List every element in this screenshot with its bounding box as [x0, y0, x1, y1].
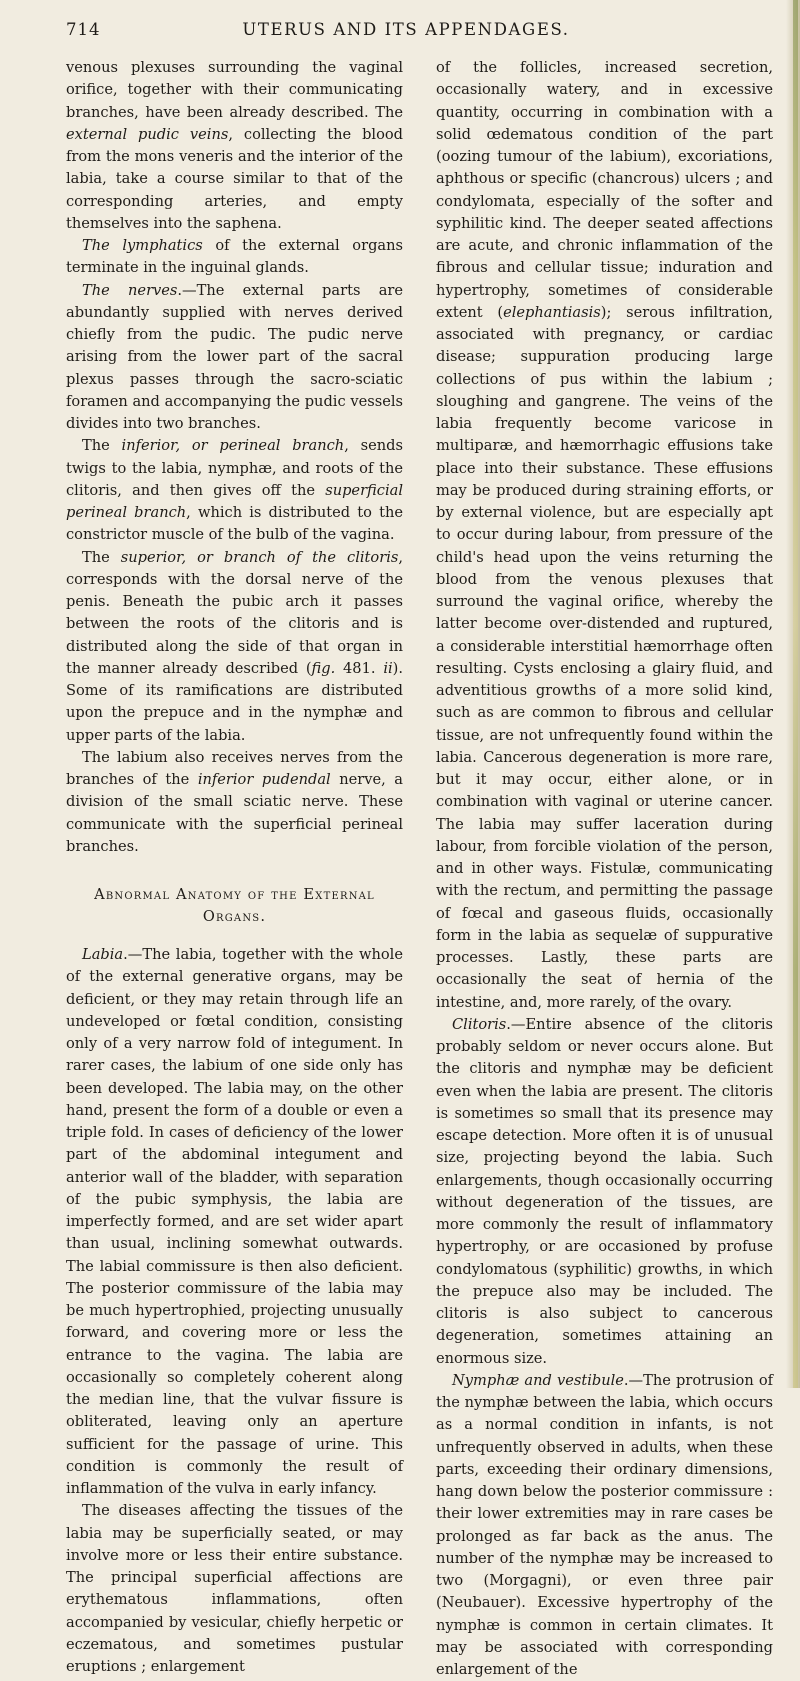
section-heading: Abnormal Anatomy of the External Organs.	[94, 886, 375, 925]
running-title: UTERUS AND ITS APPENDAGES.	[242, 20, 570, 39]
paragraph-follicles: of the follicles, increased secretion, occasionally watery, and in excessive quantity, occurring in combination with a solid œdematous condition of the part (oozing tumour of the labium), excoriations, aphthous or specific (chancrous) ulcers ; and condylomata, especially of the softer and syphilitic kind. The deeper seated affections are acute, and chronic inflammation of the fibrous and cellular tissue; induration and hypertrophy, sometimes of considerable extent (elephantiasis); serous infiltration, associated with pregnancy, or cardiac disease; suppuration producing large collections of pus within the labium ; sloughing and gangrene. The veins of the labia frequently become varicose in multiparæ, and hæmorrhagic effusions take place into their substance. These effusions may be produced during straining efforts, or by external violence, but are especially apt to occur during labour, from pressure of the child's head upon the veins returning the blood from the venous plexuses that surround the vaginal orifice, whereby the latter become over-distended and ruptured, a considerable interstitial hæmorrhage often resulting. Cysts enclosing a glairy fluid, and adventitious growths of a more solid kind, such as are common to fibrous and cellular tissue, are not unfrequently found within the labia. Cancerous degeneration is more rare, but it may occur, either alone, or in combination with vaginal or uterine cancer. The labia may suffer laceration during labour, from forcible violation of the person, and in other ways. Fistulæ, communicating with the rectum, and permitting the passage of fœcal and gaseous fluids, occasionally form in the labia as sequelæ of suppurative processes. Lastly, these parts are occasionally the seat of hernia of the intestine, and, more rarely, of the ovary.	[436, 59, 773, 1011]
paragraph-clitoris: Clitoris.—Entire absence of the clitoris probably seldom or never occurs alone. But the clitoris and nymphæ may be deficient even when the labia are present. The clitoris is sometimes so small that its presence may escape detection. More often it is of unusual size, projecting beyond the labia. Such enlargements, though occasionally occurring without degeneration of the tissues, are more commonly the result of inflammatory hypertrophy, or are occasioned by profuse condylomatous (syphilitic) growths, in which the prepuce also may be included. The clitoris is also subject to cancerous degeneration, sometimes attaining an enormous size.	[436, 1015, 773, 1367]
paragraph-lymphatics: The lymphatics of the external organs terminate in the inguinal glands.	[66, 237, 403, 277]
paragraph-labia: Labia.—The labia, together with the whole of the external generative organs, may be deficient, or they may retain through life an undeveloped or fœtal condition, consisting only of a very narrow fold of integument. In rarer cases, the labium of one side only has been developed. The labia may, on the other hand, present the form of a double or even a triple fold. In cases of deficiency of the lower part of the abdominal integument and anterior wall of the bladder, with separation of the pubic symphysis, the labia are imperfectly formed, and are set wider apart than usual, inclining somewhat outwards. The labial commissure is then also deficient. The posterior commissure of the labia may be much hypertrophied, projecting unusually forward, and covering more or less the entrance to the vagina. The labia are occasionally so completely coherent along the median line, that the vulvar fissure is obliterated, leaving only an aperture sufficient for the passage of urine. This condition is commonly the result of inflammation of the vulva in early infancy.	[66, 946, 403, 1497]
paragraph-diseases: The diseases affecting the tissues of the labia may be superficially seated, or may involve more or less their entire substance. The principal superficial affections are erythematous inflammations, often accompanied by vesicular, chiefly herpetic or eczematous, and sometimes pustular eruptions ; enlargement	[66, 1502, 403, 1675]
paragraph-superior-branch: The superior, or branch of the clitoris, corresponds with the dorsal nerve of the penis. Beneath the pubic arch it passes between the roots of the clitoris and is distributed along the side of that organ in the manner already described (fig. 481. ii). Some of its ramifications are distributed upon the prepuce and in the nymphæ and upper parts of the labia.	[66, 548, 403, 744]
paragraph-labium-nerves: The labium also receives nerves from the branches of the inferior pudendal nerve, a division of the small sciatic nerve. These communicate with the superficial perineal branches.	[66, 748, 403, 855]
page-edge-strip	[793, 0, 798, 1388]
page-header	[66, 20, 746, 44]
paragraph-venous: venous plexuses surrounding the vaginal orifice, together with their communicating branches, have been already described. The external pudic veins, collecting the blood from the mons veneris and the interior of the labia, take a course similar to that of the corresponding arteries, and empty themselves into the saphena.	[66, 59, 403, 232]
left-column	[66, 57, 403, 1678]
right-column	[436, 57, 773, 1681]
paragraph-inferior-branch: The inferior, or perineal branch, sends twigs to the labia, nymphæ, and roots of the clitoris, and then gives off the superficial perineal branch, which is distributed to the constrictor muscle of the bulb of the vagina.	[66, 437, 403, 544]
paragraph-nerves: The nerves.—The external parts are abundantly supplied with nerves derived chiefly from the pudic. The pudic nerve arising from the lower part of the sacral plexus passes through the sacro-sciatic foramen and accompanying the pudic vessels divides into two branches.	[66, 281, 404, 432]
page-number: 714	[66, 20, 101, 39]
paragraph-nymphae: Nymphæ and vestibule.—The protrusion of the nymphæ between the labia, which occurs as a normal condition in infants, is not unfrequently observed in adults, when these parts, exceeding their ordinary dimensions, hang down below the posterior commissure : their lower extremities may in rare cases be prolonged as far back as the anus. The number of the nymphæ may be increased to two (Morgagni), or even three pair (Neubauer). Excessive hypertrophy of the nymphæ is common in certain climates. It may be associated with corresponding enlargement of the	[436, 1371, 774, 1678]
